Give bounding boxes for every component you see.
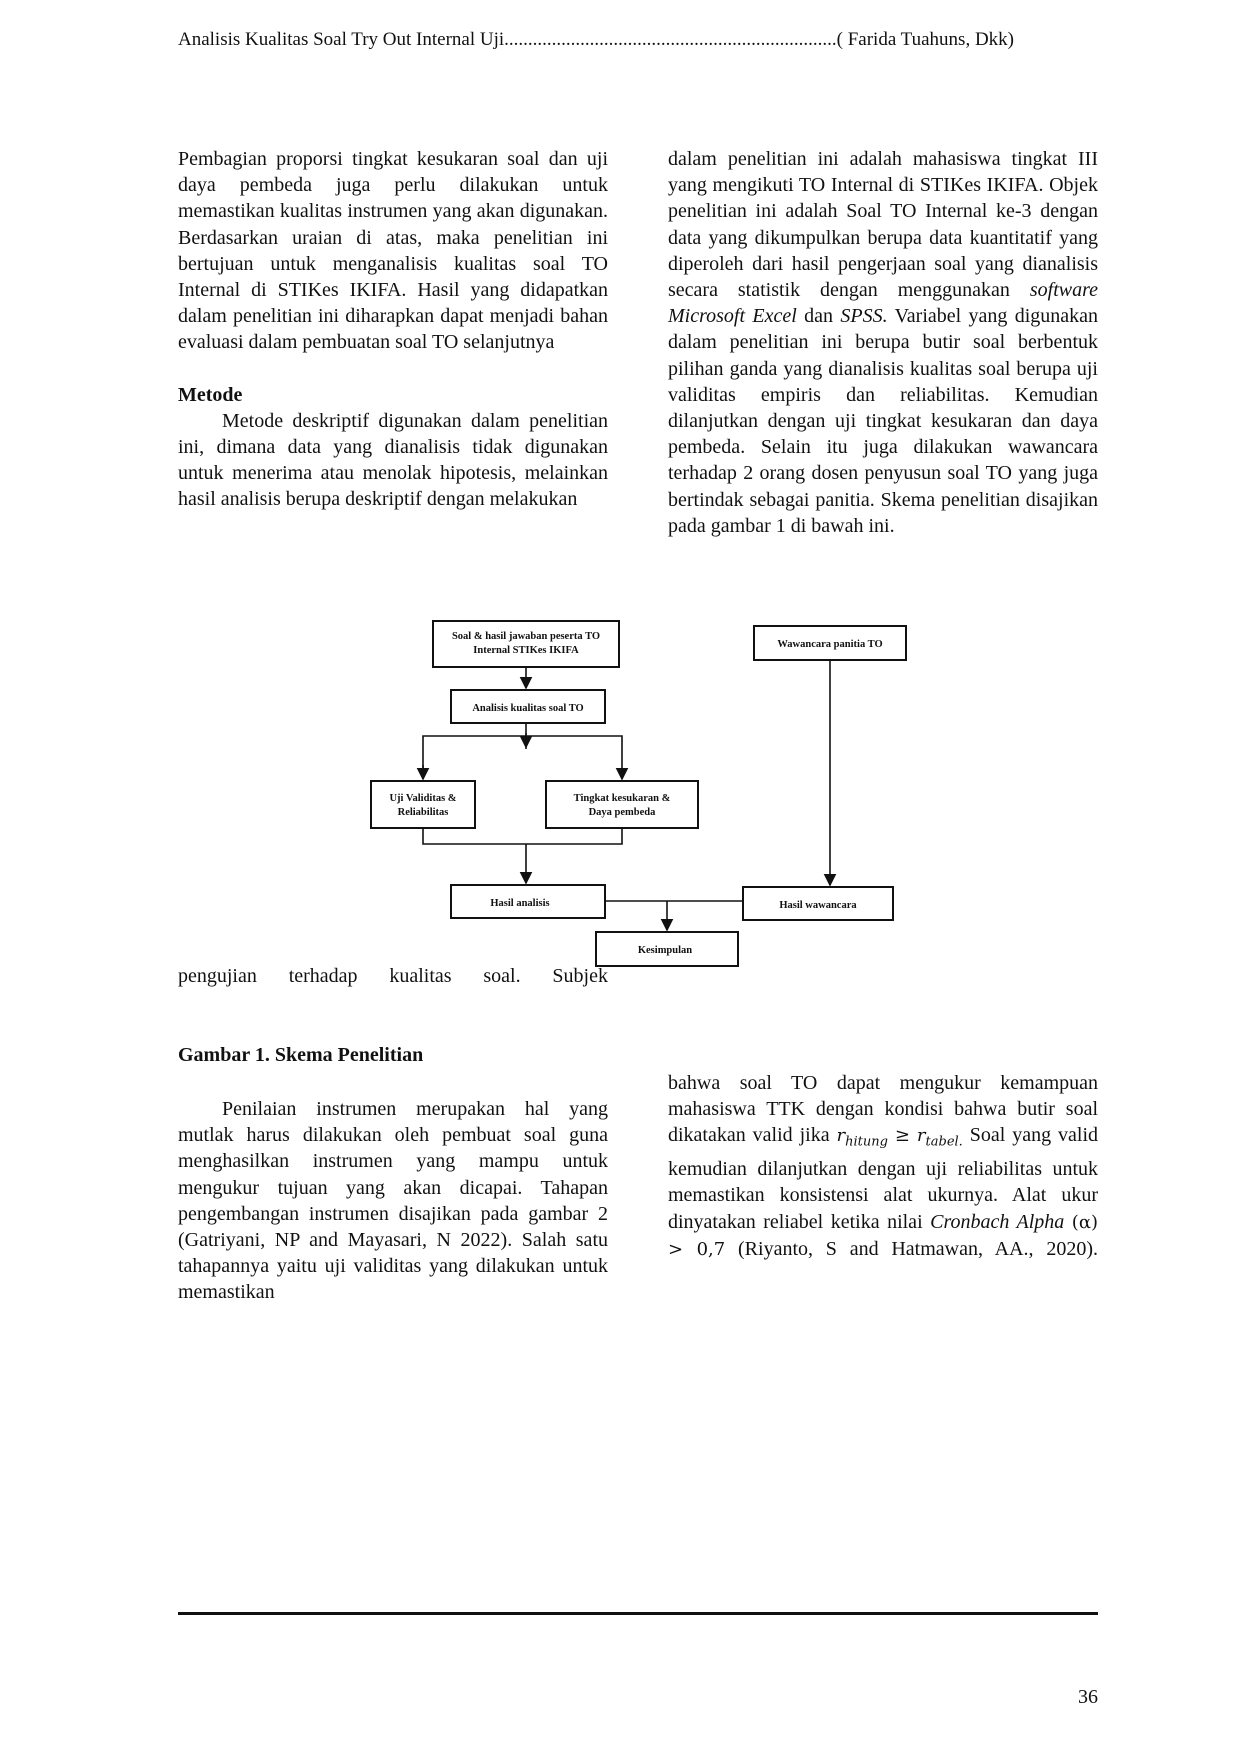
label-hasil-analisis: Hasil analisis bbox=[490, 898, 550, 909]
conjunction: dan bbox=[804, 305, 834, 328]
validitas-text-b: Soal yang valid kemudian dilanjutkan dengan uji reliabilitas untuk memastikan konsistensi alat ukurnya. Alat ukur dinyatakan reliabel ketika nilai bbox=[668, 1124, 1099, 1233]
r-hitung-subscript: hitung bbox=[845, 1135, 888, 1150]
box-soal-hasil-jawaban bbox=[433, 621, 619, 667]
label-validitas-line2: Reliabilitas bbox=[397, 807, 449, 818]
r-tabel-subscript: tabel. bbox=[925, 1135, 963, 1150]
section-heading-metode: Metode bbox=[178, 383, 243, 406]
validitas-text-a: bahwa soal TO dapat mengukur kemampuan mahasiswa TTK dengan kondisi bahwa butir soal dikatakan valid jika bbox=[668, 1072, 1098, 1147]
r-symbol-2: r bbox=[916, 1125, 926, 1147]
subject-text-b: Variabel yang digunakan dalam penelitian ini berupa butir soal berbentuk pilihan ganda yang dianalisis kualitas soal berupa uji validitas empiris dan reliabilitas. Kemudian dilanjutkan dengan uji tingkat kesukaran dan daya pembeda. Selain itu juga dilakukan wawancara terhadap 2 orang dosen penyusun soal TO yang juga bertindak sebagai panitia. Skema penelitian disajikan pada gambar 1 di bawah ini. bbox=[668, 305, 1099, 537]
left-column-continuation bbox=[178, 963, 608, 989]
label-hasil-wawancara: Hasil wawancara bbox=[779, 900, 857, 911]
label-tingkat-line1: Tingkat kesukaran & bbox=[573, 793, 671, 804]
label-analisis: Analisis kualitas soal TO bbox=[472, 703, 584, 714]
subject-paragraph bbox=[668, 146, 1098, 539]
spss-term: SPSS. bbox=[840, 305, 888, 328]
r-hitung-symbol bbox=[836, 1125, 888, 1150]
running-header: Analisis Kualitas Soal Try Out Internal Uji......................................................................( Farida Tuahuns, Dkk) bbox=[178, 29, 1014, 50]
alpha-expression: (α) > 0,7 bbox=[668, 1211, 1098, 1260]
label-kesimpulan: Kesimpulan bbox=[637, 945, 693, 956]
label-box1-line1: Soal & hasil jawaban peserta TO bbox=[451, 631, 601, 642]
box-tingkat-kesukaran bbox=[546, 781, 698, 828]
left-column bbox=[178, 146, 608, 513]
metode-paragraph: Metode deskriptif digunakan dalam penelitian ini, dimana data yang dianalisis tidak digunakan untuk menerima atau menolak hipotesis, melainkan hasil analisis berupa deskriptif dengan melakukan bbox=[178, 409, 608, 511]
r-symbol-1: r bbox=[836, 1125, 846, 1147]
software-term: software Microsoft Excel bbox=[668, 279, 1099, 328]
cronbach-alpha-term: Cronbach Alpha bbox=[930, 1210, 1065, 1233]
penilaian-paragraph: Penilaian instrumen merupakan hal yang mutlak harus dilakukan oleh pembuat soal guna menghasilkan instrumen yang mampu untuk mengukur tujuan yang akan dicapai. Tahapan pengembangan instrumen disajikan pada gambar 2 (Gatriyani, NP and Mayasari, N 2022). Salah satu tahapannya yaitu uji validitas yang dilakukan untuk memastikan bbox=[178, 1098, 608, 1304]
label-box1-line2: Internal STIKes IKIFA bbox=[473, 645, 579, 656]
bottom-left-column bbox=[178, 1096, 608, 1306]
subject-text-a: dalam penelitian ini adalah mahasiswa tingkat III yang mengikuti TO Internal di STIKes IKIFA. Objek penelitian ini adalah Soal TO Internal ke-3 dengan data yang dikumpulkan berupa data kuantitatif yang diperoleh dari hasil pengerjaan soal yang dianalisis secara statistik dengan menggunakan bbox=[668, 148, 1098, 302]
label-wawancara: Wawancara panitia TO bbox=[777, 639, 883, 650]
validitas-paragraph bbox=[668, 1070, 1098, 1263]
validitas-text-c: (Riyanto, S and Hatmawan, AA., 2020). bbox=[738, 1237, 1098, 1260]
label-validitas-line1: Uji Validitas & bbox=[389, 793, 457, 804]
footer-rule bbox=[178, 1612, 1098, 1615]
page-number: 36 bbox=[1078, 1686, 1098, 1708]
research-scheme-diagram bbox=[360, 610, 920, 980]
intro-paragraph: Pembagian proporsi tingkat kesukaran soal dan uji daya pembeda juga perlu dilakukan untuk memastikan kualitas instrumen yang akan digunakan. Berdasarkan uraian di atas, maka penelitian ini bertujuan untuk menganalisis kualitas soal TO Internal di STIKes IKIFA. Hasil yang didapatkan dalam penelitian ini diharapkan dapat menjadi bahan evaluasi dalam pembuatan soal TO selanjutnya bbox=[178, 148, 608, 354]
r-tabel-symbol bbox=[916, 1125, 963, 1150]
right-column bbox=[668, 146, 1098, 539]
metode-paragraph-continuation: pengujian terhadap kualitas soal. Subjek bbox=[178, 965, 608, 987]
geq-symbol: ≥ bbox=[894, 1125, 910, 1147]
box-uji-validitas bbox=[371, 781, 475, 828]
figure-caption: Gambar 1. Skema Penelitian bbox=[178, 1044, 424, 1066]
bottom-right-column bbox=[668, 1070, 1098, 1263]
label-tingkat-line2: Daya pembeda bbox=[588, 807, 656, 818]
